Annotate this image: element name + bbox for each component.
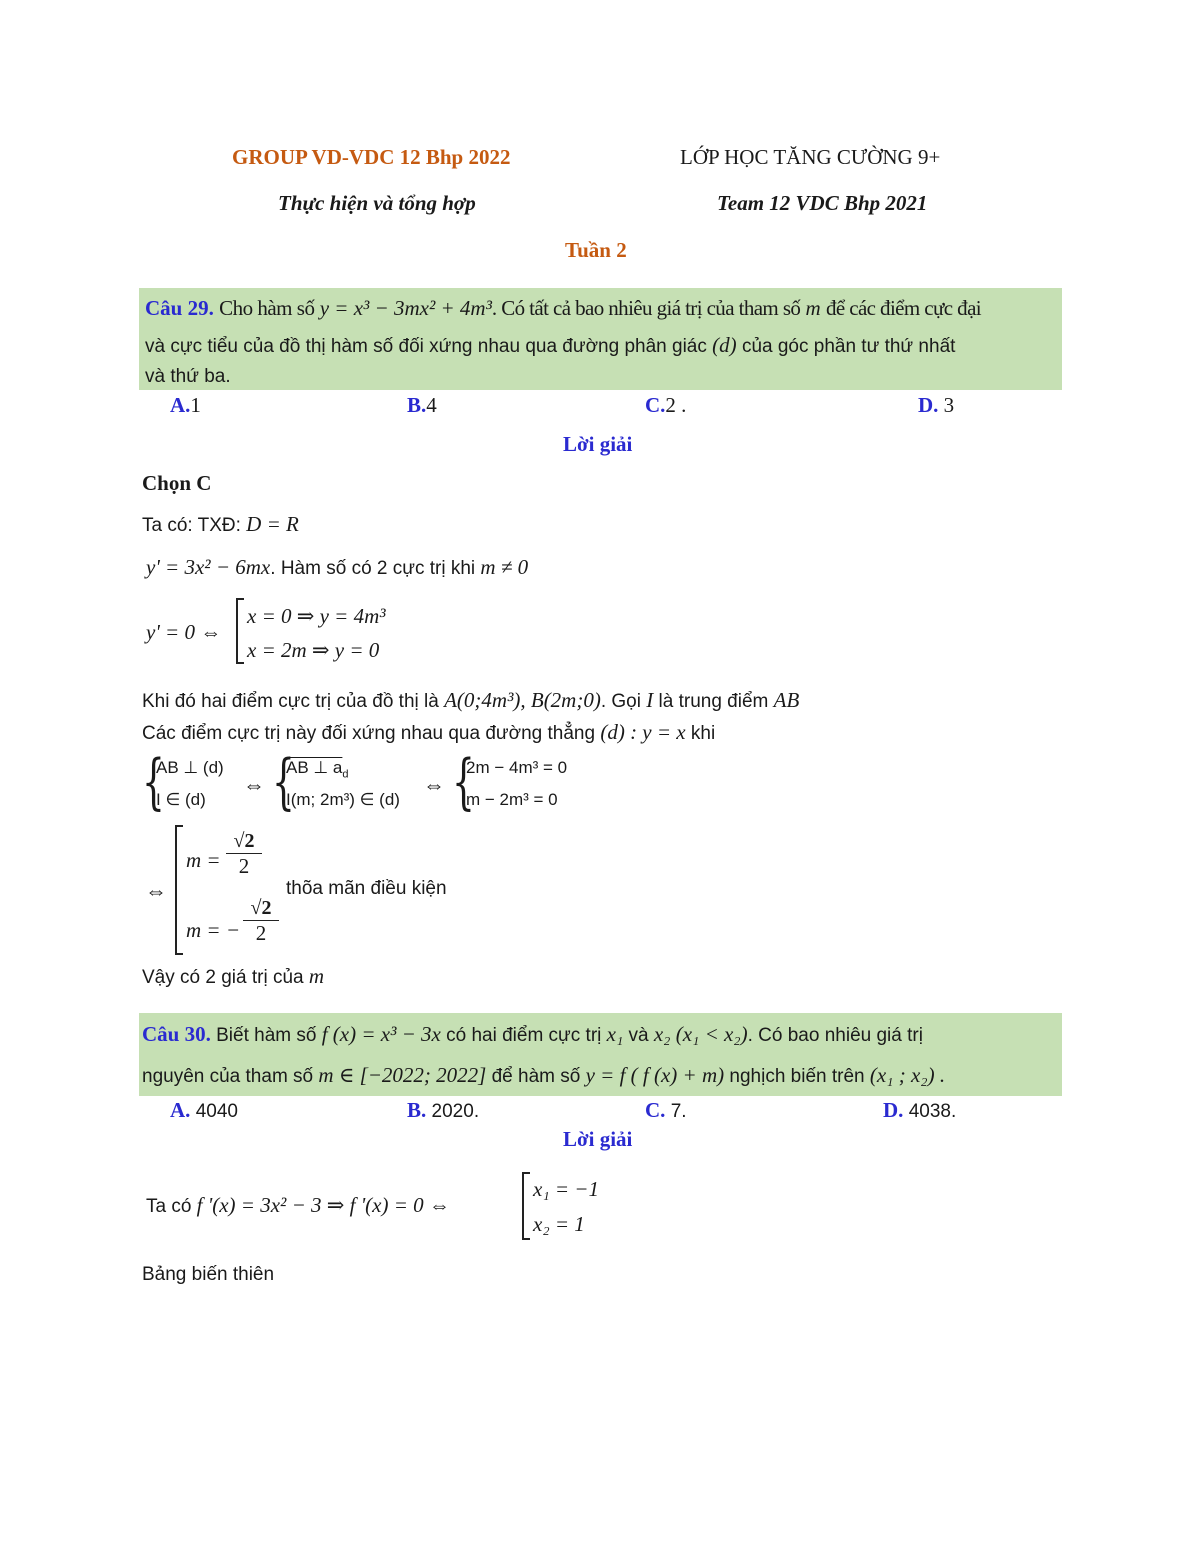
q29-text-c: để các điểm cực đại bbox=[825, 296, 982, 320]
q29-iff-2: ⇔ bbox=[423, 772, 445, 797]
q29-iff-3: ⇔ bbox=[145, 878, 167, 903]
q30-table-title: Bảng biến thiên bbox=[142, 1264, 275, 1285]
q30-case1: x₁ = −1 bbox=[533, 1177, 599, 1201]
q29-sys1-brace: { bbox=[142, 747, 165, 817]
q30-solution-title: Lời giải bbox=[563, 1127, 633, 1151]
q29-option-d: D. 3 bbox=[918, 393, 955, 417]
q29-sys3-a: 2m − 4m³ = 0 bbox=[466, 758, 568, 777]
q29-option-a: A.1 bbox=[170, 393, 201, 417]
q30-bracket bbox=[522, 1172, 530, 1240]
q29-step1: Ta có: TXĐ: D = R bbox=[142, 512, 299, 536]
q29-sys1-a: AB ⊥ (d) bbox=[156, 758, 224, 777]
q29-sys1-b: I ∈ (d) bbox=[156, 790, 206, 809]
q30-step1: Ta có f '(x) = 3x² − 3 ⇒ f '(x) = 0 ⇔ bbox=[146, 1193, 450, 1217]
q29-choose: Chọn C bbox=[142, 471, 212, 495]
q29-step3-case1: x = 0 ⇒ y = 4m³ bbox=[247, 604, 386, 628]
q29-line2 bbox=[145, 333, 955, 358]
q29-func: y = x³ − 3mx² + 4m³ bbox=[319, 296, 492, 320]
q30-line1: Câu 30. Biết hàm số f (x) = x³ − 3x có hai điểm cực trị x₁ và x₂ (x₁ < x₂). Có bao nhiêu giá trị bbox=[142, 1022, 923, 1046]
q30-line2: nguyên của tham số m ∈ [−2022; 2022] để hàm số y = f ( f (x) + m) nghịch biến trên (x₁ ; x₂) . bbox=[142, 1063, 946, 1087]
week-title: Tuần 2 bbox=[565, 238, 627, 262]
q30-option-d: D. 4038. bbox=[883, 1098, 957, 1122]
q29-m-eq2: m = − bbox=[186, 918, 241, 942]
q29-line2-text: và cực tiểu của đồ thị hàm số đối xứng nhau qua đường phân giác bbox=[145, 336, 707, 357]
q29-sys3-b: m − 2m³ = 0 bbox=[466, 790, 558, 809]
q29-text-a: Cho hàm số bbox=[219, 296, 315, 320]
q29-text-b: . Có tất cả bao nhiêu giá trị của tham số bbox=[491, 296, 801, 320]
q29-option-b: B.4 bbox=[407, 393, 437, 417]
class-title: LỚP HỌC TĂNG CƯỜNG 9+ bbox=[680, 145, 941, 169]
q29-line1 bbox=[145, 296, 981, 321]
q29-m-eq1: m = bbox=[186, 848, 221, 872]
q29-sys2-brace: { bbox=[272, 747, 295, 817]
q29-sys3-brace: { bbox=[452, 747, 475, 817]
q30-option-c: C. 7. bbox=[645, 1098, 687, 1122]
q30-option-b: B. 2020. bbox=[407, 1098, 480, 1122]
q29-d: (d) bbox=[712, 333, 737, 357]
group-subtitle: Thực hiện và tổng hợp bbox=[278, 191, 476, 215]
q29-sys2-a: AB ⊥ $a_d$ bbox=[286, 758, 349, 781]
q29-step2: y' = 3x² − 6mx. Hàm số có 2 cực trị khi m ≠ 0 bbox=[146, 555, 529, 579]
q29-frac1: $\frac{√2}{2}$ bbox=[226, 830, 262, 879]
q29-m-bracket bbox=[175, 825, 183, 955]
group-title: GROUP VD-VDC 12 Bhp 2022 bbox=[232, 145, 511, 169]
q29-satisfy: thõa mãn điều kiện bbox=[286, 878, 447, 899]
q29-option-c: C.2 . bbox=[645, 393, 687, 417]
q29-sys2-b: I(m; 2m³) ∈ (d) bbox=[286, 790, 400, 809]
q29-step3-bracket bbox=[236, 598, 244, 664]
q29-step5: Các điểm cực trị này đối xứng nhau qua đường thẳng (d) : y = x khi bbox=[142, 720, 716, 744]
q29-label: Câu 29. bbox=[145, 296, 214, 320]
q29-step3-case2: x = 2m ⇒ y = 0 bbox=[247, 638, 380, 662]
q29-m: m bbox=[805, 296, 821, 320]
q30-option-a: A. 4040 bbox=[170, 1098, 238, 1122]
q29-line2b: của góc phần tư thứ nhất bbox=[741, 336, 956, 357]
q29-frac2: $\frac{√2}{2}$ bbox=[243, 897, 279, 946]
q29-line3: và thứ ba. bbox=[145, 366, 231, 387]
q29-iff-1: ⇔ bbox=[243, 772, 265, 797]
q29-step4: Khi đó hai điểm cực trị của đồ thị là A(0;4m³), B(2m;0). Gọi I là trung điểm AB bbox=[142, 688, 800, 712]
q29-solution-title: Lời giải bbox=[563, 432, 633, 456]
q29-step3-left: y' = 0 ⇔ bbox=[146, 620, 222, 644]
q30-label: Câu 30. bbox=[142, 1022, 211, 1046]
q30-case2: x₂ = 1 bbox=[533, 1212, 585, 1236]
q29-conclusion: Vậy có 2 giá trị của m bbox=[142, 964, 325, 988]
team-subtitle: Team 12 VDC Bhp 2021 bbox=[717, 191, 928, 215]
